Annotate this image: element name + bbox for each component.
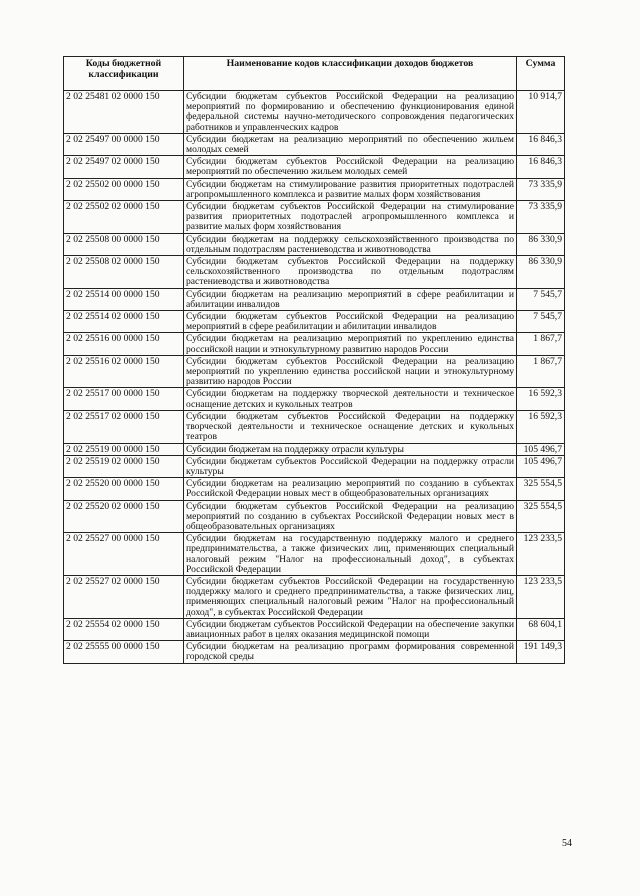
- row-name: Субсидии бюджетам субъектов Российской Федерации на государственную поддержку малого и среднего предпринимательства, а также физических лиц, применяющих специальный налоговый режим "Налог на профессиональный доход", в субъектах Российской Федерации: [184, 575, 517, 618]
- row-code: 2 02 25481 02 0000 150: [64, 91, 184, 134]
- row-sum: 86 330,9: [517, 233, 565, 255]
- row-code: 2 02 25508 00 0000 150: [64, 233, 184, 255]
- row-name: Субсидии бюджетам на поддержку творческой деятельности и техническое оснащение детских и кукольных театров: [184, 388, 517, 410]
- table-row: [64, 478, 565, 500]
- row-code: 2 02 25519 00 0000 150: [64, 443, 184, 455]
- row-sum: 325 554,5: [517, 478, 565, 500]
- row-sum: 86 330,9: [517, 256, 565, 289]
- row-name: Субсидии бюджетам субъектов Российской Федерации на реализацию мероприятий по созданию в субъектах Российской Федерации новых мест в общеобразовательных организациях: [184, 500, 517, 533]
- row-code: 2 02 25502 02 0000 150: [64, 201, 184, 234]
- row-code: 2 02 25554 02 0000 150: [64, 618, 184, 640]
- table-row: [64, 133, 565, 155]
- budget-table: [63, 56, 565, 664]
- table-row: [64, 256, 565, 289]
- table-row: [64, 311, 565, 333]
- row-code: 2 02 25517 02 0000 150: [64, 410, 184, 443]
- row-code: 2 02 25497 02 0000 150: [64, 156, 184, 178]
- row-name: Субсидии бюджетам на реализацию программ формирования современной городской среды: [184, 641, 517, 663]
- row-name: Субсидии бюджетам на стимулирование развития приоритетных подотраслей агропромышленного комплекса и развитие малых форм хозяйствования: [184, 178, 517, 200]
- row-name: Субсидии бюджетам на реализацию мероприятий в сфере реабилитации и абилитации инвалидов: [184, 288, 517, 310]
- row-code: 2 02 25497 00 0000 150: [64, 133, 184, 155]
- row-code: 2 02 25520 00 0000 150: [64, 478, 184, 500]
- row-name: Субсидии бюджетам субъектов Российской Федерации на поддержку отрасли культуры: [184, 455, 517, 477]
- row-name: Субсидии бюджетам на реализацию мероприятий по обеспечению жильем молодых семей: [184, 133, 517, 155]
- table-row: [64, 288, 565, 310]
- table-row: [64, 156, 565, 178]
- row-code: 2 02 25555 00 0000 150: [64, 641, 184, 663]
- table-row: [64, 178, 565, 200]
- row-name: Субсидии бюджетам субъектов Российской Федерации на реализацию мероприятий по укреплению единства российской нации и этнокультурному развитию народов России: [184, 355, 517, 388]
- row-sum: 1 867,7: [517, 333, 565, 355]
- row-sum: 191 149,3: [517, 641, 565, 663]
- row-name: Субсидии бюджетам субъектов Российской Федерации на реализацию мероприятий в сфере реабилитации и абилитации инвалидов: [184, 311, 517, 333]
- row-code: 2 02 25520 02 0000 150: [64, 500, 184, 533]
- row-name: Субсидии бюджетам субъектов Российской Федерации на реализацию мероприятий по обеспечению жильем молодых семей: [184, 156, 517, 178]
- table-row: [64, 575, 565, 618]
- table-row: [64, 500, 565, 533]
- table-row: [64, 333, 565, 355]
- table-row: [64, 410, 565, 443]
- row-sum: 7 545,7: [517, 288, 565, 310]
- row-code: 2 02 25519 02 0000 150: [64, 455, 184, 477]
- table-row: [64, 618, 565, 640]
- row-name: Субсидии бюджетам субъектов Российской Федерации на поддержку творческой деятельности и техническое оснащение детских и кукольных театров: [184, 410, 517, 443]
- row-sum: 105 496,7: [517, 455, 565, 477]
- row-name: Субсидии бюджетам субъектов Российской Федерации на стимулирование развития приоритетных подотраслей агропромышленного комплекса и развитие малых форм хозяйствования: [184, 201, 517, 234]
- row-sum: 123 233,5: [517, 575, 565, 618]
- table-row: [64, 533, 565, 576]
- row-sum: 73 335,9: [517, 178, 565, 200]
- row-sum: 1 867,7: [517, 355, 565, 388]
- row-name: Субсидии бюджетам на реализацию мероприятий по укреплению единства российской нации и этнокультурному развитию народов России: [184, 333, 517, 355]
- table-row: [64, 388, 565, 410]
- row-sum: 16 592,3: [517, 410, 565, 443]
- table-row: [64, 443, 565, 455]
- header-code: Коды бюджетной классификации: [64, 57, 184, 91]
- table-row: [64, 233, 565, 255]
- row-code: 2 02 25502 00 0000 150: [64, 178, 184, 200]
- table-row: [64, 201, 565, 234]
- row-code: 2 02 25514 00 0000 150: [64, 288, 184, 310]
- row-code: 2 02 25516 00 0000 150: [64, 333, 184, 355]
- row-name: Субсидии бюджетам на реализацию мероприятий по созданию в субъектах Российской Федерации новых мест в общеобразовательных организациях: [184, 478, 517, 500]
- row-name: Субсидии бюджетам на поддержку отрасли культуры: [184, 443, 517, 455]
- row-code: 2 02 25517 00 0000 150: [64, 388, 184, 410]
- row-name: Субсидии бюджетам субъектов Российской Федерации на поддержку сельскохозяйственного производства по отдельным подотраслям растениеводства и животноводства: [184, 256, 517, 289]
- table-header-row: [64, 57, 565, 91]
- header-name: Наименование кодов классификации доходов бюджетов: [184, 57, 517, 91]
- row-sum: 7 545,7: [517, 311, 565, 333]
- row-sum: 325 554,5: [517, 500, 565, 533]
- page-number: 54: [562, 838, 572, 849]
- row-sum: 16 846,3: [517, 156, 565, 178]
- row-code: 2 02 25527 00 0000 150: [64, 533, 184, 576]
- row-code: 2 02 25527 02 0000 150: [64, 575, 184, 618]
- table-row: [64, 355, 565, 388]
- row-name: Субсидии бюджетам на государственную поддержку малого и среднего предпринимательства, а также физических лиц, применяющих специальный налоговый режим "Налог на профессиональный доход", в субъектах Российской Федерации: [184, 533, 517, 576]
- row-name: Субсидии бюджетам субъектов Российской Федерации на реализацию мероприятий по формированию и обеспечению функционирования единой федеральной системы научно-методического сопровождения педагогических работников и управленческих кадров: [184, 91, 517, 134]
- row-code: 2 02 25516 02 0000 150: [64, 355, 184, 388]
- row-sum: 10 914,7: [517, 91, 565, 134]
- row-sum: 16 592,3: [517, 388, 565, 410]
- table-row: [64, 91, 565, 134]
- row-code: 2 02 25514 02 0000 150: [64, 311, 184, 333]
- header-sum: Сумма: [517, 57, 565, 91]
- table-row: [64, 455, 565, 477]
- row-sum: 105 496,7: [517, 443, 565, 455]
- row-sum: 68 604,1: [517, 618, 565, 640]
- row-sum: 73 335,9: [517, 201, 565, 234]
- table-row: [64, 641, 565, 663]
- row-code: 2 02 25508 02 0000 150: [64, 256, 184, 289]
- row-sum: 123 233,5: [517, 533, 565, 576]
- row-sum: 16 846,3: [517, 133, 565, 155]
- row-name: Субсидии бюджетам субъектов Российской Федерации на обеспечение закупки авиационных работ в целях оказания медицинской помощи: [184, 618, 517, 640]
- row-name: Субсидии бюджетам на поддержку сельскохозяйственного производства по отдельным подотраслям растениеводства и животноводства: [184, 233, 517, 255]
